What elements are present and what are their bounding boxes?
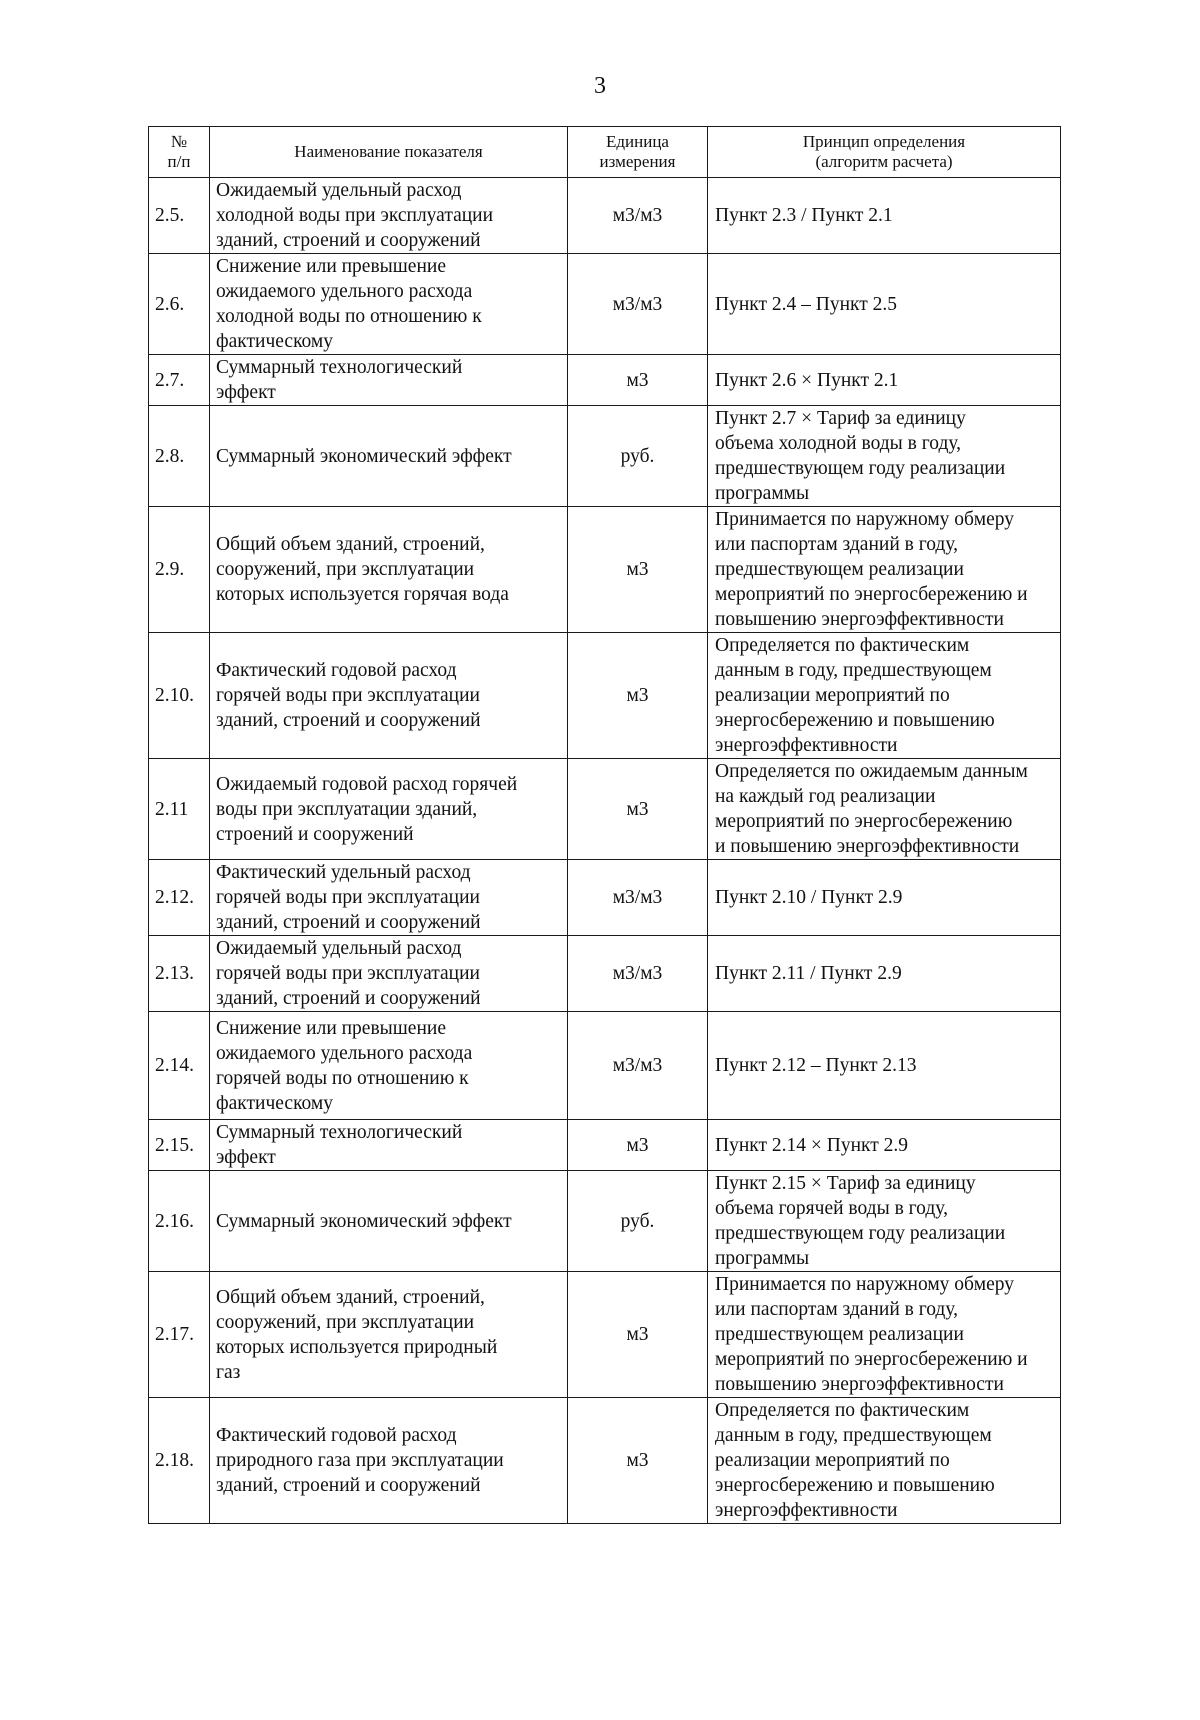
table-row	[149, 1272, 1061, 1398]
row-unit: м3	[568, 1272, 708, 1398]
table-row	[149, 860, 1061, 936]
row-method: Пункт 2.10 / Пункт 2.9	[708, 860, 1061, 936]
row-indicator-name: Суммарный технологический эффект	[210, 355, 568, 406]
table-row	[149, 507, 1061, 633]
row-method: Пункт 2.4 – Пункт 2.5	[708, 254, 1061, 355]
row-method: Определяется по фактическим данным в году, предшествующем реализации мероприятий по энергосбережению и повышению энергоэффективности	[708, 1398, 1061, 1524]
row-unit: м3	[568, 633, 708, 759]
row-unit: руб.	[568, 406, 708, 507]
row-indicator-name: Фактический удельный расход горячей воды при эксплуатации зданий, строений и сооружений	[210, 860, 568, 936]
row-number: 2.6.	[149, 254, 210, 355]
row-indicator-name: Ожидаемый удельный расход холодной воды при эксплуатации зданий, строений и сооружений	[210, 178, 568, 254]
table-row	[149, 633, 1061, 759]
table-body	[149, 178, 1061, 1524]
row-indicator-name: Ожидаемый годовой расход горячей воды при эксплуатации зданий, строений и сооружений	[210, 759, 568, 860]
row-indicator-name: Общий объем зданий, строений, сооружений, при эксплуатации которых используется горячая вода	[210, 507, 568, 633]
row-unit: м3/м3	[568, 178, 708, 254]
table-row	[149, 1171, 1061, 1272]
row-unit: м3/м3	[568, 860, 708, 936]
row-number: 2.14.	[149, 1012, 210, 1120]
row-indicator-name: Снижение или превышение ожидаемого удельного расхода холодной воды по отношению к фактическому	[210, 254, 568, 355]
row-method: Принимается по наружному обмеру или паспортам зданий в году, предшествующем реализации мероприятий по энергосбережению и повышению энергоэффективности	[708, 1272, 1061, 1398]
row-method: Определяется по фактическим данным в году, предшествующем реализации мероприятий по энергосбережению и повышению энергоэффективности	[708, 633, 1061, 759]
table-row	[149, 759, 1061, 860]
row-indicator-name: Ожидаемый удельный расход горячей воды при эксплуатации зданий, строений и сооружений	[210, 936, 568, 1012]
row-method: Пункт 2.6 × Пункт 2.1	[708, 355, 1061, 406]
row-number: 2.8.	[149, 406, 210, 507]
row-method: Пункт 2.11 / Пункт 2.9	[708, 936, 1061, 1012]
table-row	[149, 1398, 1061, 1524]
row-unit: м3/м3	[568, 1012, 708, 1120]
row-unit: м3	[568, 759, 708, 860]
row-indicator-name: Общий объем зданий, строений, сооружений, при эксплуатации которых используется природный газ	[210, 1272, 568, 1398]
row-number: 2.10.	[149, 633, 210, 759]
table-row	[149, 178, 1061, 254]
row-number: 2.15.	[149, 1120, 210, 1171]
row-unit: м3	[568, 507, 708, 633]
table-row	[149, 1012, 1061, 1120]
row-unit: руб.	[568, 1171, 708, 1272]
row-unit: м3/м3	[568, 254, 708, 355]
row-number: 2.13.	[149, 936, 210, 1012]
header-row	[149, 127, 1061, 178]
page-number: 3	[594, 73, 606, 99]
table-row	[149, 254, 1061, 355]
row-number: 2.5.	[149, 178, 210, 254]
row-unit: м3	[568, 1398, 708, 1524]
row-unit: м3/м3	[568, 936, 708, 1012]
row-indicator-name: Суммарный экономический эффект	[210, 406, 568, 507]
row-number: 2.17.	[149, 1272, 210, 1398]
row-method: Принимается по наружному обмеру или паспортам зданий в году, предшествующем реализации мероприятий по энергосбережению и повышению энергоэффективности	[708, 507, 1061, 633]
row-number: 2.11	[149, 759, 210, 860]
row-unit: м3	[568, 355, 708, 406]
row-number: 2.16.	[149, 1171, 210, 1272]
table-row	[149, 936, 1061, 1012]
table-row	[149, 1120, 1061, 1171]
row-indicator-name: Суммарный экономический эффект	[210, 1171, 568, 1272]
row-number: 2.7.	[149, 355, 210, 406]
header-method: Принцип определения (алгоритм расчета)	[708, 127, 1061, 178]
row-indicator-name: Фактический годовой расход горячей воды при эксплуатации зданий, строений и сооружений	[210, 633, 568, 759]
row-number: 2.9.	[149, 507, 210, 633]
header-unit: Единица измерения	[568, 127, 708, 178]
row-method: Пункт 2.15 × Тариф за единицу объема горячей воды в году, предшествующем году реализации программы	[708, 1171, 1061, 1272]
header-indicator-name: Наименование показателя	[210, 127, 568, 178]
row-method: Пункт 2.12 – Пункт 2.13	[708, 1012, 1061, 1120]
row-method: Пункт 2.3 / Пункт 2.1	[708, 178, 1061, 254]
row-indicator-name: Снижение или превышение ожидаемого удельного расхода горячей воды по отношению к фактическому	[210, 1012, 568, 1120]
header-number: № п/п	[149, 127, 210, 178]
table-row	[149, 355, 1061, 406]
row-number: 2.18.	[149, 1398, 210, 1524]
row-indicator-name: Суммарный технологический эффект	[210, 1120, 568, 1171]
row-method: Пункт 2.14 × Пункт 2.9	[708, 1120, 1061, 1171]
table-header	[149, 127, 1061, 178]
row-number: 2.12.	[149, 860, 210, 936]
row-indicator-name: Фактический годовой расход природного газа при эксплуатации зданий, строений и сооружений	[210, 1398, 568, 1524]
row-unit: м3	[568, 1120, 708, 1171]
table-row	[149, 406, 1061, 507]
row-method: Определяется по ожидаемым данным на каждый год реализации мероприятий по энергосбережению и повышению энергоэффективности	[708, 759, 1061, 860]
indicators-table	[148, 126, 1061, 1524]
row-method: Пункт 2.7 × Тариф за единицу объема холодной воды в году, предшествующем году реализации программы	[708, 406, 1061, 507]
